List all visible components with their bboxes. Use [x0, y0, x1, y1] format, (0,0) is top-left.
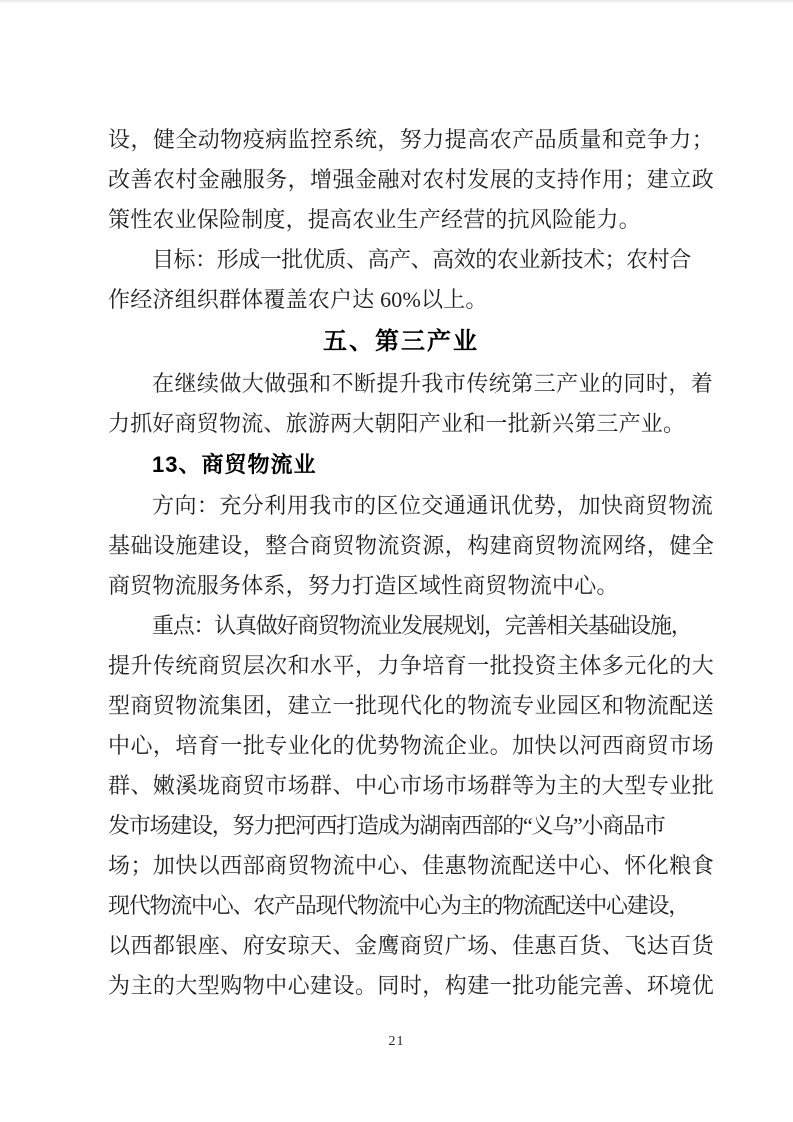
text-line: 群、嫩溪垅商贸市场群、中心市场市场群等为主的大型专业批 [108, 773, 715, 798]
text-line: 作经济组织群体覆盖农户达 60%以上。 [108, 287, 488, 312]
text-line: 设，健全动物疫病监控系统，努力提高农产品质量和竞争力； [108, 127, 715, 152]
text-line: 发市场建设，努力把河西打造成为湖南西部的“义乌”小商品市 [108, 813, 665, 838]
page-number: 21 [388, 1034, 405, 1049]
text-line: 为主的大型购物中心建设。同时，构建一批功能完善、环境优 [108, 973, 715, 998]
text-line: 改善农村金融服务，增强金融对农村发展的支持作用；建立政 [108, 167, 715, 192]
text-line: 商贸物流服务体系，努力打造区域性商贸物流中心。 [108, 573, 619, 598]
paragraph-intro [108, 364, 714, 444]
paragraph-focus [108, 606, 715, 1006]
subsection-heading-commerce-logistics: 13、商贸物流业 [152, 452, 317, 477]
text-line: 中心，培育一批专业化的优势物流企业。加快以河西商贸市场 [108, 733, 715, 758]
text-line: 场；加快以西部商贸物流中心、佳惠物流配送中心、怀化粮食 [108, 853, 715, 878]
paragraph-goal [108, 240, 694, 320]
text-line: 重点：认真做好商贸物流业发展规划，完善相关基础设施， [152, 613, 692, 638]
scan-edge-shadow [0, 0, 793, 3]
text-line: 现代物流中心、农产品现代物流中心为主的物流配送中心建设， [108, 893, 690, 918]
section-heading-tertiary-industry: 五、第三产业 [323, 328, 479, 355]
text-line: 力抓好商贸物流、旅游两大朝阳产业和一批新兴第三产业。 [108, 411, 686, 436]
text-line: 在继续做大做强和不断提升我市传统第三产业的同时，着 [152, 371, 714, 396]
text-line: 提升传统商贸层次和水平，力争培育一批投资主体多元化的大 [108, 653, 715, 678]
page-body-text [108, 120, 715, 1006]
paragraph-direction [108, 486, 715, 606]
text-line: 型商贸物流集团，建立一批现代化的物流专业园区和物流配送 [108, 693, 715, 718]
text-line: 基础设施建设，整合商贸物流资源，构建商贸物流网络，健全 [108, 533, 715, 558]
paragraph-agriculture-continuation [108, 120, 715, 240]
text-line: 目标：形成一批优质、高产、高效的农业新技术；农村合 [152, 247, 691, 272]
text-line: 方向：充分利用我市的区位交通通讯优势，加快商贸物流 [152, 493, 714, 518]
text-line: 以西都银座、府安琼天、金鹰商贸广场、佳惠百货、飞达百货 [108, 933, 715, 958]
text-line: 策性农业保险制度，提高农业生产经营的抗风险能力。 [108, 207, 641, 232]
